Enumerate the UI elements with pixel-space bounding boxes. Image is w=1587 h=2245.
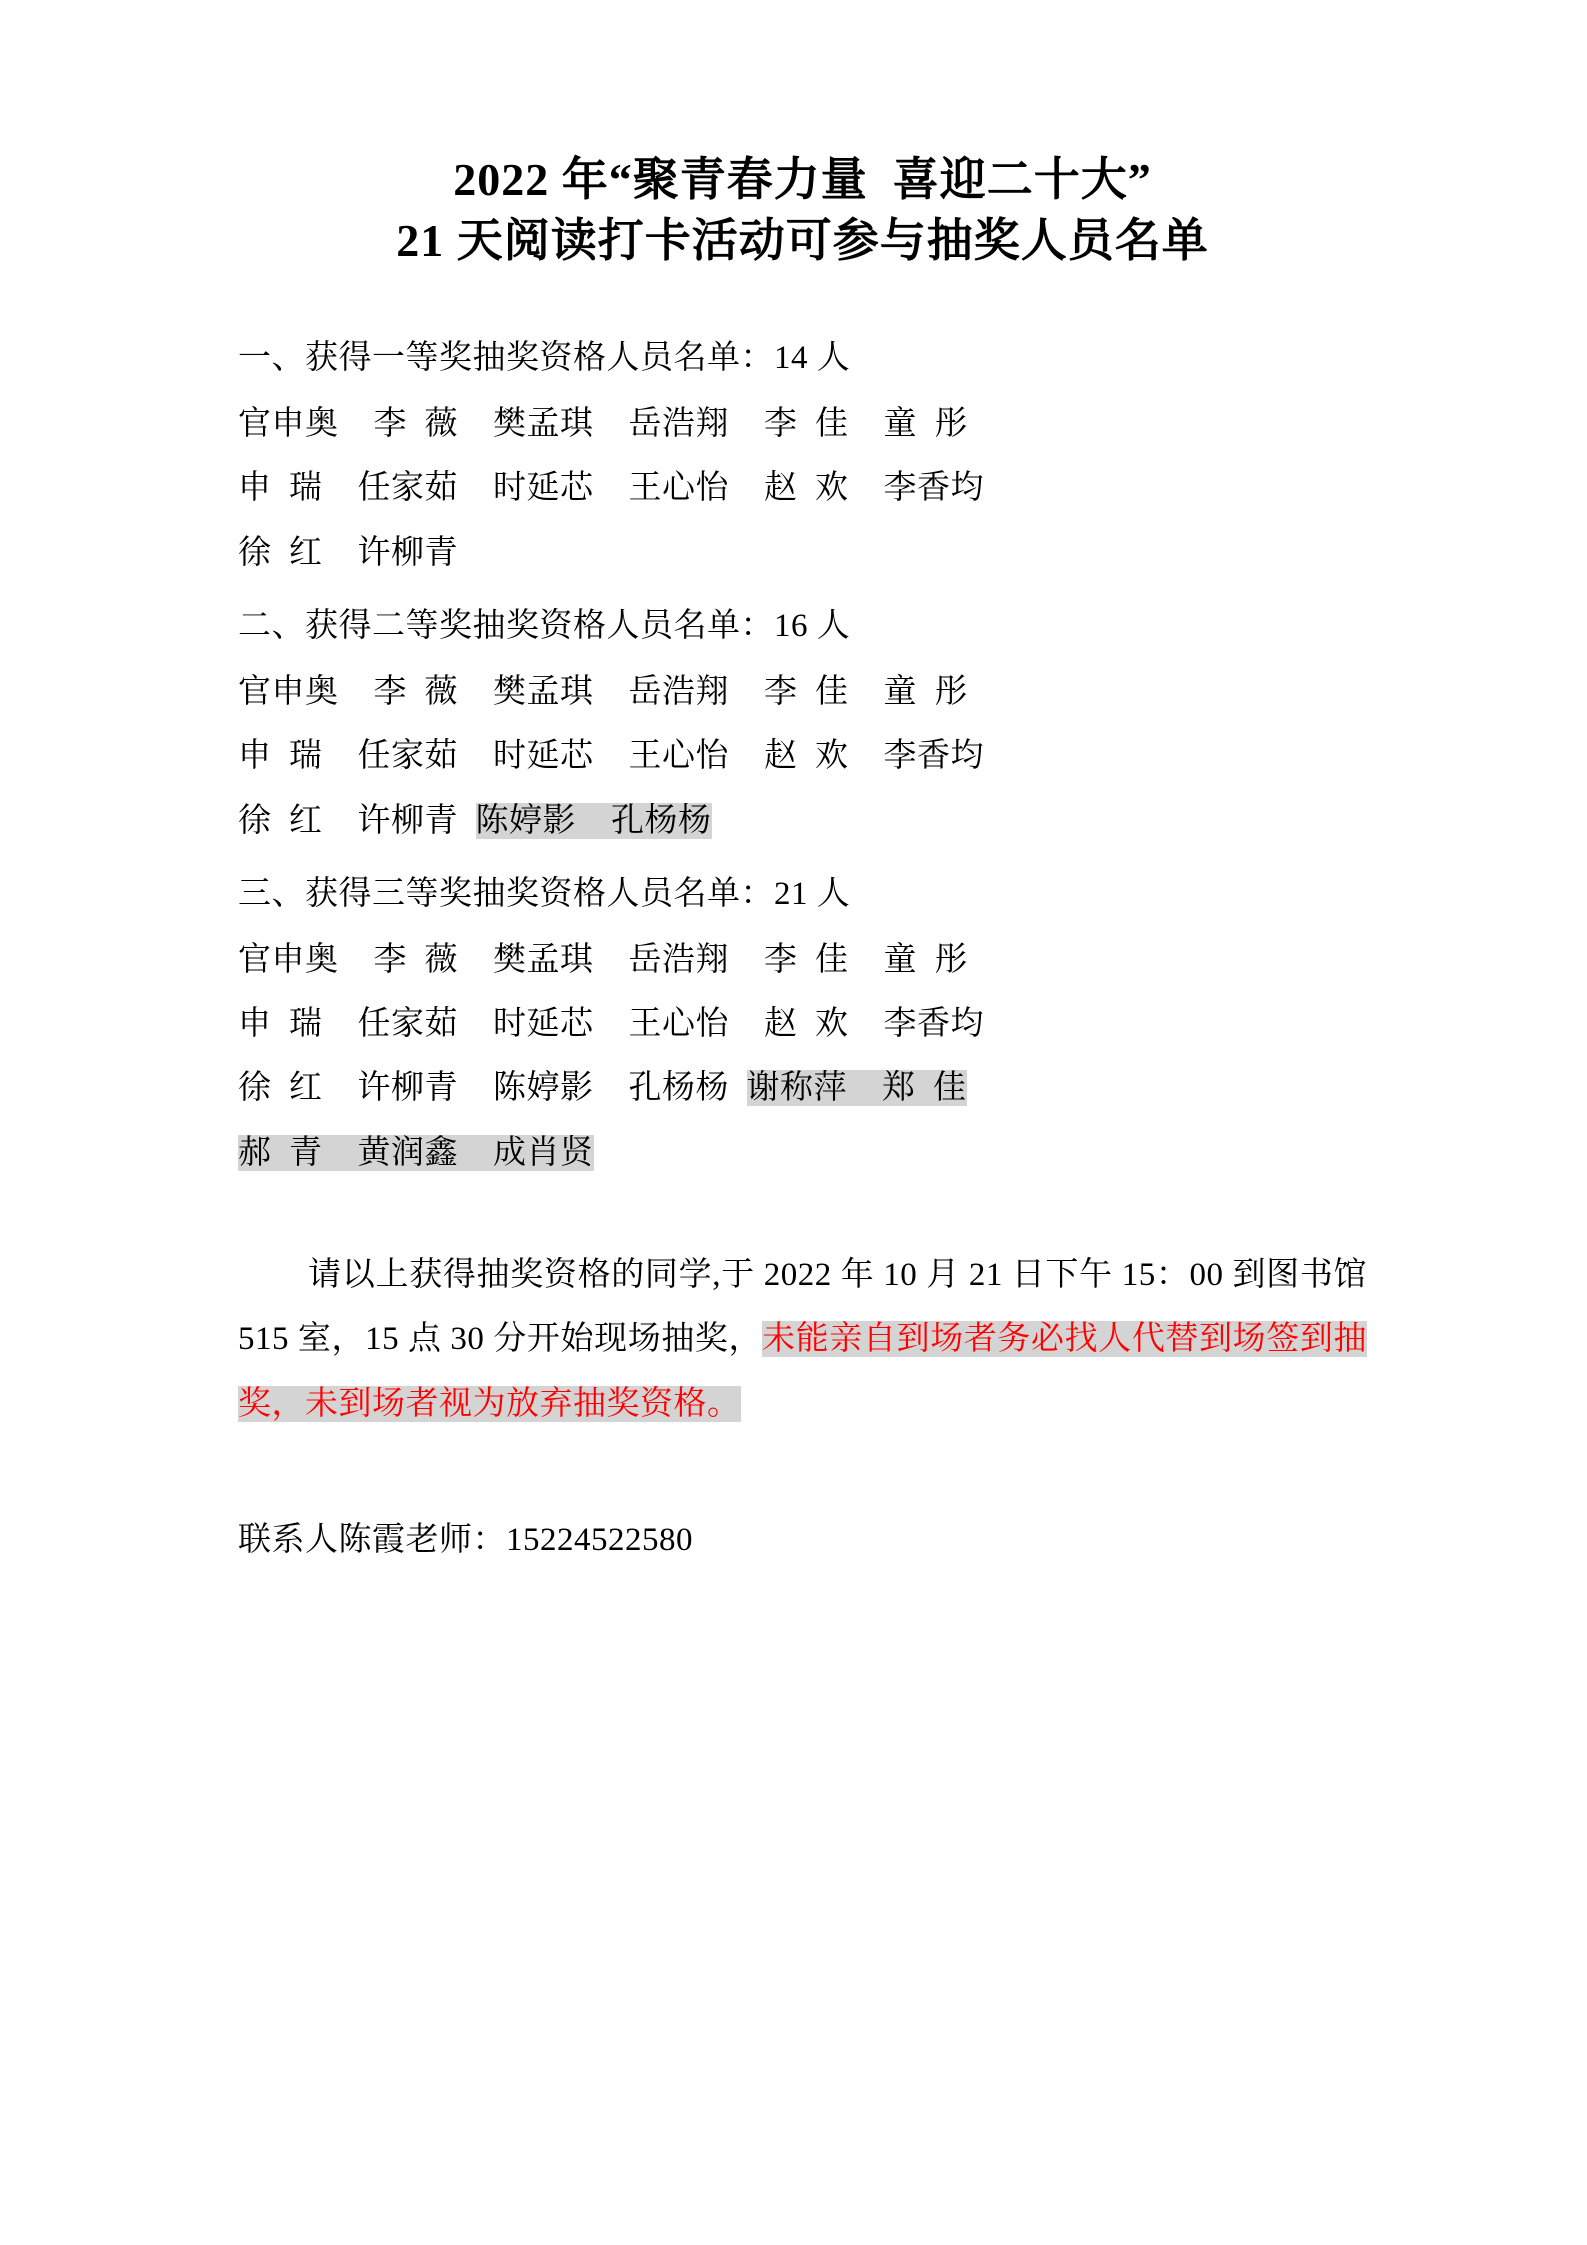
name-row-highlighted-text: 郝 青 黄润鑫 成肖贤: [238, 1134, 594, 1171]
section-heading-first-prize: 一、获得一等奖抽奖资格人员名单：14 人: [238, 340, 851, 377]
name-row: [238, 456, 1367, 520]
contact-line: 联系人陈霞老师：15224522580: [238, 1521, 693, 1558]
name-row-highlighted-text: 陈婷影 孔杨杨: [475, 802, 712, 839]
name-row-text: 申 瑞 任家茹 时延芯 王心怡 赵 欢 李香均: [238, 470, 984, 507]
name-row-text: 徐 红 许柳青 陈婷影 孔杨杨: [238, 1070, 747, 1107]
title-line-2: 21 天阅读打卡活动可参与抽奖人员名单: [396, 214, 1209, 266]
name-row: [238, 928, 1367, 992]
name-row: [238, 1056, 1367, 1120]
name-row: [238, 1121, 1367, 1185]
notice-paragraph: [238, 1243, 1367, 1436]
name-row-text: 徐 红 许柳青: [238, 802, 476, 839]
name-row: [238, 660, 1367, 724]
name-row-text: 徐 红 许柳青: [238, 534, 458, 571]
name-row-highlighted-text: 谢称萍 郑 佳: [746, 1070, 967, 1107]
page-title: [238, 150, 1367, 271]
name-row: [238, 789, 1367, 853]
name-row-text: 官申奥 李 薇 樊孟琪 岳浩翔 李 佳 童 彤: [238, 673, 968, 710]
name-row: [238, 392, 1367, 456]
notice-normal-text: 请以上获得抽奖资格的同学,于 2022 年 10 月 21 日下午 15：00 到图书馆 515 室，15 点 30 分开始现场抽奖，: [238, 1256, 1367, 1358]
name-row-text: 官申奥 李 薇 樊孟琪 岳浩翔 李 佳 童 彤: [238, 406, 968, 443]
name-row: [238, 724, 1367, 788]
name-row-text: 官申奥 李 薇 樊孟琪 岳浩翔 李 佳 童 彤: [238, 941, 968, 978]
title-line-1: 2022 年“聚青春力量 喜迎二十大”: [453, 154, 1152, 205]
name-row-text: 申 瑞 任家茹 时延芯 王心怡 赵 欢 李香均: [238, 738, 984, 775]
section-heading-second-prize: 二、获得二等奖抽奖资格人员名单：16 人: [238, 608, 851, 645]
name-row: [238, 992, 1367, 1056]
section-heading-third-prize: 三、获得三等奖抽奖资格人员名单：21 人: [238, 875, 851, 912]
name-row-text: 申 瑞 任家茹 时延芯 王心怡 赵 欢 李香均: [238, 1005, 984, 1042]
name-row: [238, 521, 1367, 585]
notice-warning-text: 未能亲自到场者务必找人代替到场签到抽奖，未到场者视为放弃抽奖资格。: [238, 1321, 1367, 1422]
